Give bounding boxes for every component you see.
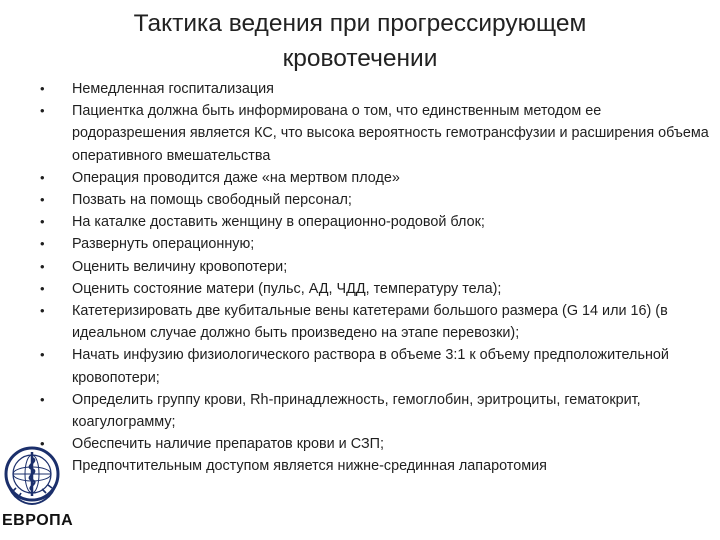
- list-item: [40, 167, 712, 189]
- bullet-icon: •: [40, 103, 45, 119]
- list-item-text: Немедленная госпитализация: [72, 81, 274, 97]
- list-item-text: Оценить величину кровопотери;: [72, 258, 288, 275]
- bullet-icon: •: [40, 347, 45, 363]
- bullet-icon: •: [40, 436, 45, 452]
- list-item-text: Катетеризировать две кубитальные вены катетерами большого размера (G 14 или 16) (в идеальном случае должно быть произведено на этапе перевозки);: [72, 303, 668, 342]
- bullet-icon: •: [40, 81, 45, 96]
- list-item-text: Оценить состояние матери (пульс, АД, ЧДД, температуру тела);: [72, 280, 502, 297]
- list-item: [40, 233, 712, 255]
- list-item-text: Операция проводится даже «на мертвом плоде»: [72, 169, 400, 186]
- list-item: [40, 300, 712, 344]
- bullet-icon: •: [40, 192, 45, 208]
- list-item: [40, 100, 712, 167]
- list-item: [40, 278, 712, 300]
- list-item: [40, 344, 712, 388]
- list-item-text: Развернуть операционную;: [72, 236, 255, 253]
- list-item-text: Предпочтительным доступом является нижне-срединная лапаротомия: [72, 458, 547, 475]
- list-item: [40, 211, 712, 233]
- list-item-text: Обеспечить наличие препаратов крови и СЗП;: [72, 436, 384, 453]
- slide-title: [60, 6, 660, 76]
- who-europe-label: ЕВРОПА: [2, 512, 74, 529]
- list-item-text: Пациентка должна быть информирована о том, что единственным методом ее родоразрешения является КС, что высока вероятность гемотрансфузии и расширения объема оперативного вмешательства: [72, 103, 709, 164]
- bullet-icon: •: [40, 169, 45, 185]
- list-item: [40, 78, 712, 100]
- list-item-text: Определить группу крови, Rh-принадлежность, гемоглобин, эритроциты, гематокрит, коагулограмму;: [72, 391, 641, 431]
- list-item: [40, 433, 712, 455]
- bullet-icon: •: [40, 391, 45, 407]
- list-item: [40, 455, 712, 477]
- list-item-text: На каталке доставить женщину в операционно-родовой блок;: [72, 214, 485, 231]
- bullet-icon: •: [40, 258, 45, 274]
- bullet-icon: •: [40, 236, 45, 252]
- list-item: [40, 389, 712, 433]
- bullet-icon: •: [40, 280, 45, 296]
- list-item: [40, 256, 712, 278]
- bullet-list: [40, 78, 712, 478]
- bullet-icon: •: [40, 303, 45, 319]
- slide-title-line-1: Тактика ведения при прогрессирующем: [133, 10, 587, 37]
- list-item-text: Позвать на помощь свободный персонал;: [72, 192, 352, 209]
- list-item: [40, 189, 712, 211]
- bullet-icon: •: [40, 214, 45, 230]
- list-item-text: Начать инфузию физиологического раствора в объеме 3:1 к объему предположительной кровопотери;: [72, 347, 669, 386]
- slide-title-line-2: кровотечении: [282, 45, 438, 72]
